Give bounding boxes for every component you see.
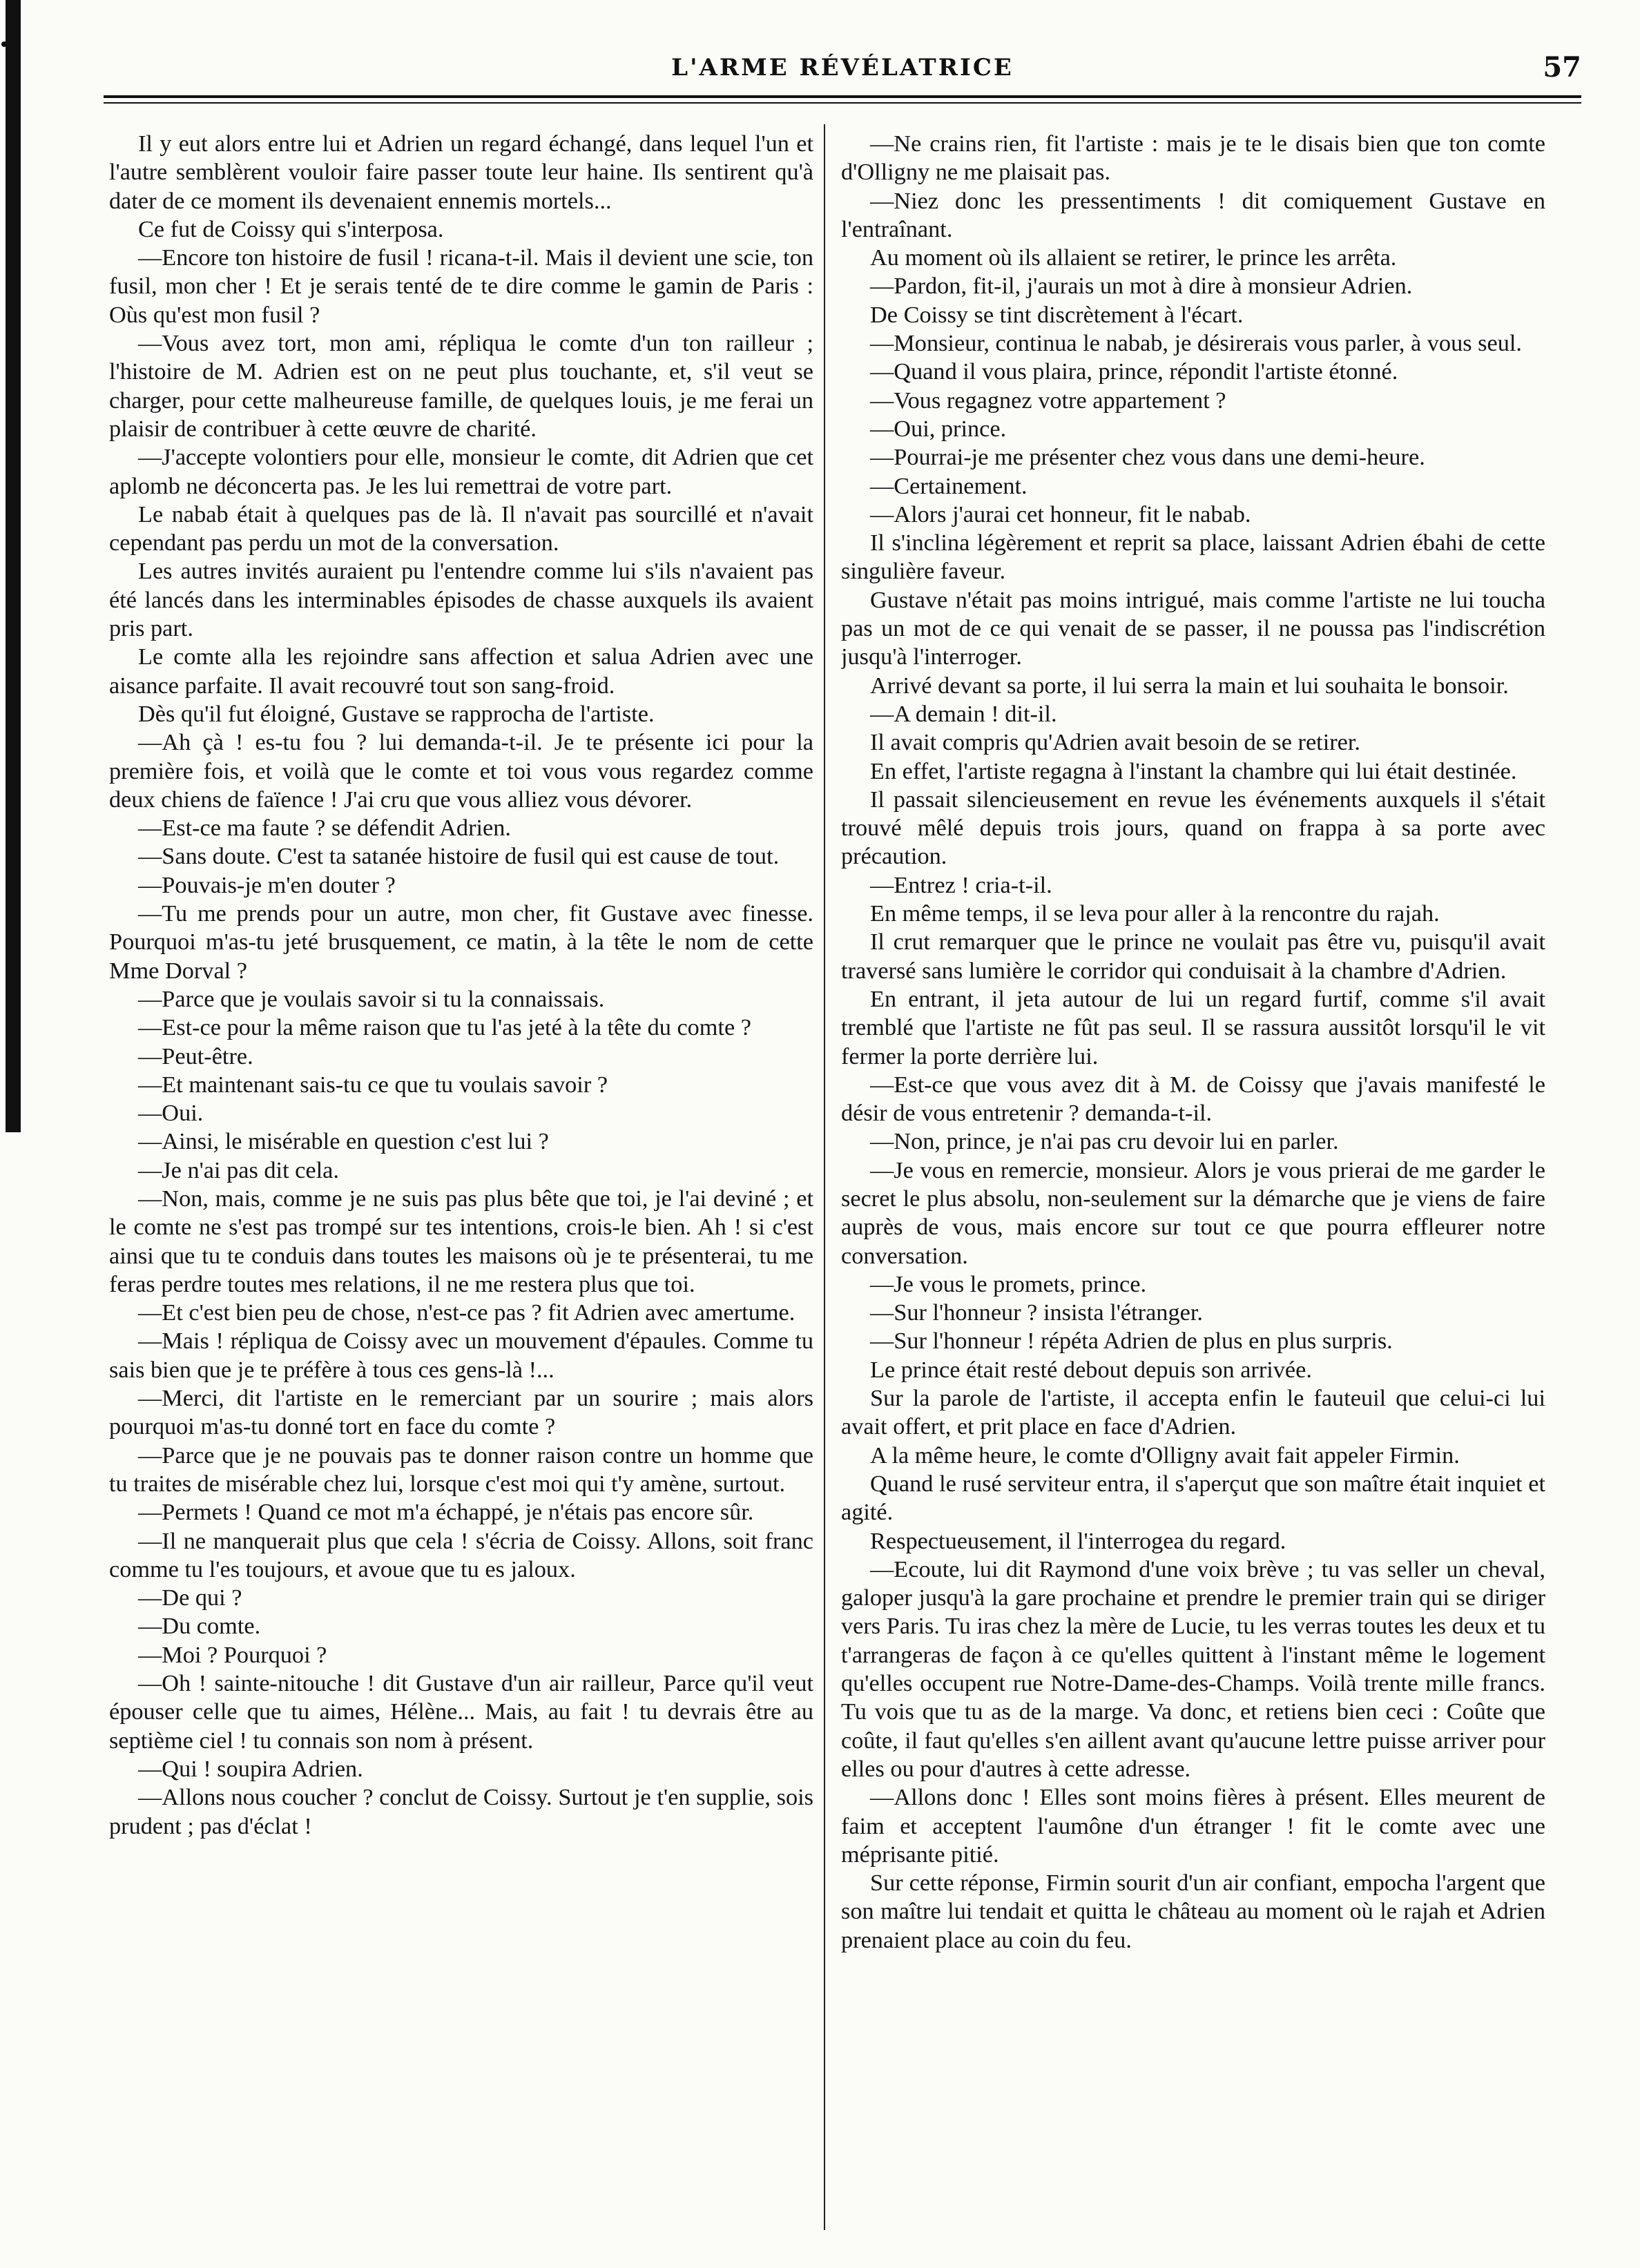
paragraph: Ce fut de Coissy qui s'interposa. — [138, 215, 444, 242]
paragraph: —Ne crains rien, fit l'artiste : mais je te le disais bien que ton comte d'Olligny ne me plaisait pas. — [841, 130, 1545, 186]
paragraph: —Pouvais-je m'en douter ? — [138, 871, 396, 898]
paragraph: Au moment où ils allaient se retirer, le prince les arrêta. — [870, 244, 1397, 271]
paragraph: Il y eut alors entre lui et Adrien un regard échangé, dans lequel l'un et l'autre semblèrent vouloir faire passer toute leur haine. Ils sentirent qu'à dater de ce moment ils devenaient ennemis mortels... — [109, 130, 813, 214]
paragraph: —Mais ! répliqua de Coissy avec un mouvement d'épaules. Comme tu sais bien que je te préfère à tous ces gens-là !... — [109, 1328, 813, 1383]
paragraph: Il crut remarquer que le prince ne voulait pas être vu, puisqu'il avait traversé sans lumière le corridor qui conduisait à la chambre d'Adrien. — [841, 929, 1545, 984]
paragraph: —Certainement. — [870, 472, 1028, 499]
paragraph: —Pardon, fit-il, j'aurais un mot à dire à monsieur Adrien. — [870, 273, 1413, 300]
paragraph: —De qui ? — [138, 1584, 242, 1611]
paragraph: Le prince était resté debout depuis son arrivée. — [870, 1356, 1312, 1383]
paragraph: —Merci, dit l'artiste en le remerciant par un sourire ; mais alors pourquoi m'as-tu donné tort en face du comte ? — [109, 1385, 813, 1440]
paragraph: —Oui, prince. — [870, 415, 1007, 442]
paragraph: Il avait compris qu'Adrien avait besoin de se retirer. — [870, 729, 1360, 756]
paragraph: —Encore ton histoire de fusil ! ricana-t-il. Mais il devient une scie, ton fusil, mon cher ! Et je serais tenté de te dire comme le gamin de Paris : Oùs qu'est mon fusil ? — [109, 244, 813, 328]
paragraph: —Sans doute. C'est ta satanée histoire de fusil qui est cause de tout. — [138, 843, 780, 870]
paragraph: —Monsieur, continua le nabab, je désirerais vous parler, à vous seul. — [870, 330, 1522, 357]
paragraph: —Non, mais, comme je ne suis pas plus bête que toi, je l'ai deviné ; et le comte ne s'est pas trompé sur tes intentions, crois-le bien. Ah ! si c'est ainsi que tu te conduis dans toutes les maisons où je te présenterai, tu me feras perdre toutes mes relations, il ne me restera plus que toi. — [109, 1185, 813, 1297]
paragraph: En effet, l'artiste regagna à l'instant la chambre qui lui était destinée. — [870, 757, 1517, 784]
paragraph: —Ecoute, lui dit Raymond d'une voix brève ; tu vas seller un cheval, galoper jusqu'à la gare prochaine et prendre le premier train qui se diriger vers Paris. Tu iras chez la mère de Lucie, tu les verras toutes les deux et tu t'arrangeras de façon à ce qu'elles quittent à l'instant même le logement qu'elles occupent rue Notre-Dame-des-Champs. Voilà trente mille francs. Tu vois que tu as de la marge. Va donc, et retiens bien ceci : Coûte que coûte, il faut qu'elles s'en aillent avant qu'aucune lettre puisse arriver pour elles ou pour d'autres à cette adresse. — [841, 1555, 1545, 1782]
paragraph: Il s'inclina légèrement et reprit sa place, laissant Adrien ébahi de cette singulière faveur. — [841, 530, 1545, 585]
paragraph: —Vous regagnez votre appartement ? — [870, 387, 1226, 414]
paragraph: Quand le rusé serviteur entra, il s'aperçut que son maître était inquiet et agité. — [841, 1470, 1545, 1526]
paragraph: —A demain ! dit-il. — [870, 700, 1057, 727]
paragraph: Il passait silencieusement en revue les événements auxquels il s'était trouvé mêlé depuis trois jours, quand on frappa à sa porte avec précaution. — [841, 786, 1545, 870]
paragraph: —Permets ! Quand ce mot m'a échappé, je n'étais pas encore sûr. — [138, 1499, 754, 1526]
paragraph: Le comte alla les rejoindre sans affection et salua Adrien avec une aisance parfaite. Il avait recouvré tout son sang-froid. — [109, 643, 813, 699]
page-header — [104, 41, 1581, 90]
paragraph: —Sur l'honneur ? insista l'étranger. — [870, 1299, 1203, 1326]
paragraph: Dès qu'il fut éloigné, Gustave se rapprocha de l'artiste. — [138, 700, 655, 727]
paragraph: —Moi ? Pourquoi ? — [138, 1641, 327, 1668]
paragraph: —Est-ce pour la même raison que tu l'as jeté à la tête du comte ? — [138, 1014, 752, 1041]
paragraph: En même temps, il se leva pour aller à la rencontre du rajah. — [870, 900, 1440, 927]
paragraph: —Oh ! sainte-nitouche ! dit Gustave d'un air railleur, Parce qu'il veut épouser celle que tu aimes, Hélène... Mais, au fait ! tu devrais être au septième ciel ! tu connais son nom à présent. — [109, 1670, 813, 1754]
paragraph: —Vous avez tort, mon ami, répliqua le comte d'un ton railleur ; l'histoire de M. Adrien est on ne peut plus touchante, et, s'il veut se charger, pour cette malheureuse famille, de quelques louis, je me ferai un plaisir de contribuer à cette œuvre de charité. — [109, 330, 813, 442]
paragraph: Respectueusement, il l'interrogea du regard. — [870, 1527, 1286, 1554]
paragraph: Sur cette réponse, Firmin sourit d'un air confiant, empocha l'argent que son maître lui tendait et quitta le château au moment où le rajah et Adrien prenaient place au coin du feu. — [841, 1870, 1545, 1953]
column-divider — [824, 124, 825, 2230]
paragraph: —Sur l'honneur ! répéta Adrien de plus en plus surpris. — [870, 1328, 1393, 1355]
paragraph: —Niez donc les pressentiments ! dit comiquement Gustave en l'entraînant. — [841, 187, 1545, 242]
punch-hole-mark — [1, 41, 7, 47]
paragraph: Gustave n'était pas moins intrigué, mais comme l'artiste ne lui toucha pas un mot de ce qui venait de se passer, il ne poussa pas l'indiscrétion jusqu'à l'interroger. — [841, 586, 1545, 670]
binding-shadow — [6, 0, 21, 1132]
paragraph: —Il ne manquerait plus que cela ! s'écria de Coissy. Allons, soit franc comme tu l'es toujours, et avoue que tu es jaloux. — [109, 1527, 813, 1582]
running-title: L'ARME RÉVÉLATRICE — [671, 54, 1014, 81]
paragraph: —Non, prince, je n'ai pas cru devoir lui en parler. — [870, 1128, 1339, 1155]
paragraph: —Pourrai-je me présenter chez vous dans une demi-heure. — [870, 444, 1425, 471]
paragraph: —Peut-être. — [138, 1043, 253, 1069]
paragraph: —Alors j'aurai cet honneur, fit le nabab. — [870, 501, 1251, 527]
paragraph: —Qui ! soupira Adrien. — [138, 1755, 363, 1782]
page-number: 57 — [1543, 51, 1581, 84]
paragraph: —Ainsi, le misérable en question c'est lui ? — [138, 1128, 549, 1155]
paragraph: Arrivé devant sa porte, il lui serra la main et lui souhaita le bonsoir. — [870, 672, 1509, 699]
paragraph: De Coissy se tint discrètement à l'écart. — [870, 301, 1244, 328]
paragraph: —Allons nous coucher ? conclut de Coissy. Surtout je t'en supplie, sois prudent ; pas d'éclat ! — [109, 1784, 813, 1839]
paragraph: —Entrez ! cria-t-il. — [870, 871, 1052, 898]
paragraph: —Est-ce ma faute ? se défendit Adrien. — [138, 815, 511, 842]
paragraph: Le nabab était à quelques pas de là. Il n'avait pas sourcillé et n'avait cependant pas perdu un mot de la conversation. — [109, 501, 813, 556]
paragraph: —Allons donc ! Elles sont moins fières à présent. Elles meurent de faim et acceptent l'aumône d'un étranger ! fit le comte avec une méprisante pitié. — [841, 1784, 1545, 1868]
paragraph: A la même heure, le comte d'Olligny avait fait appeler Firmin. — [870, 1442, 1460, 1469]
paragraph: —Tu me prends pour un autre, mon cher, fit Gustave avec finesse. Pourquoi m'as-tu jeté brusquement, ce matin, à la tête le nom de cette Mme Dorval ? — [109, 900, 813, 984]
paragraph: —Oui. — [138, 1100, 204, 1127]
right-text-column — [841, 130, 1545, 2229]
paragraph: Sur la parole de l'artiste, il accepta enfin le fauteuil que celui-ci lui avait offert, et prit place en face d'Adrien. — [841, 1385, 1545, 1440]
paragraph: Les autres invités auraient pu l'entendre comme lui s'ils n'avaient pas été lancés dans les interminables épisodes de chasse auxquels ils avaient pris part. — [109, 558, 813, 642]
paragraph: —Parce que je voulais savoir si tu la connaissais. — [138, 985, 605, 1012]
paragraph: —J'accepte volontiers pour elle, monsieur le comte, dit Adrien que cet aplomb ne déconcerta pas. Je les lui remettrai de votre part. — [109, 444, 813, 499]
paragraph: —Est-ce que vous avez dit à M. de Coissy que j'avais manifesté le désir de vous entretenir ? demanda-t-il. — [841, 1071, 1545, 1127]
paragraph: —Du comte. — [138, 1613, 261, 1640]
paragraph: —Ah çà ! es-tu fou ? lui demanda-t-il. Je te présente ici pour la première fois, et voilà que le comte et toi vous vous regardez comme deux chiens de faïence ! J'ai cru que vous alliez vous dévorer. — [109, 729, 813, 813]
paragraph: —Quand il vous plaira, prince, répondit l'artiste étonné. — [870, 358, 1398, 385]
paragraph: —Je n'ai pas dit cela. — [138, 1156, 339, 1183]
paragraph: —Parce que je ne pouvais pas te donner raison contre un homme que tu traites de misérable chez lui, lorsque c'est moi qui t'y amène, surtout. — [109, 1442, 813, 1497]
header-rule-thin — [104, 102, 1581, 104]
paragraph: —Et maintenant sais-tu ce que tu voulais savoir ? — [138, 1071, 608, 1098]
paragraph: —Je vous le promets, prince. — [870, 1270, 1147, 1297]
paragraph: —Je vous en remercie, monsieur. Alors je vous prierai de me garder le secret le plus absolu, non-seulement sur la démarche que je viens de faire auprès de vous, mais encore sur tout ce que pourra effleurer notre conversation. — [841, 1156, 1545, 1269]
left-text-column — [109, 130, 813, 2229]
paragraph: —Et c'est bien peu de chose, n'est-ce pas ? fit Adrien avec amertume. — [138, 1299, 795, 1326]
header-rule-thick — [104, 95, 1581, 98]
paragraph: En entrant, il jeta autour de lui un regard furtif, comme s'il avait tremblé que l'artiste ne fût pas seul. Il se rassura aussitôt lorsqu'il le vit fermer la porte derrière lui. — [841, 985, 1545, 1069]
